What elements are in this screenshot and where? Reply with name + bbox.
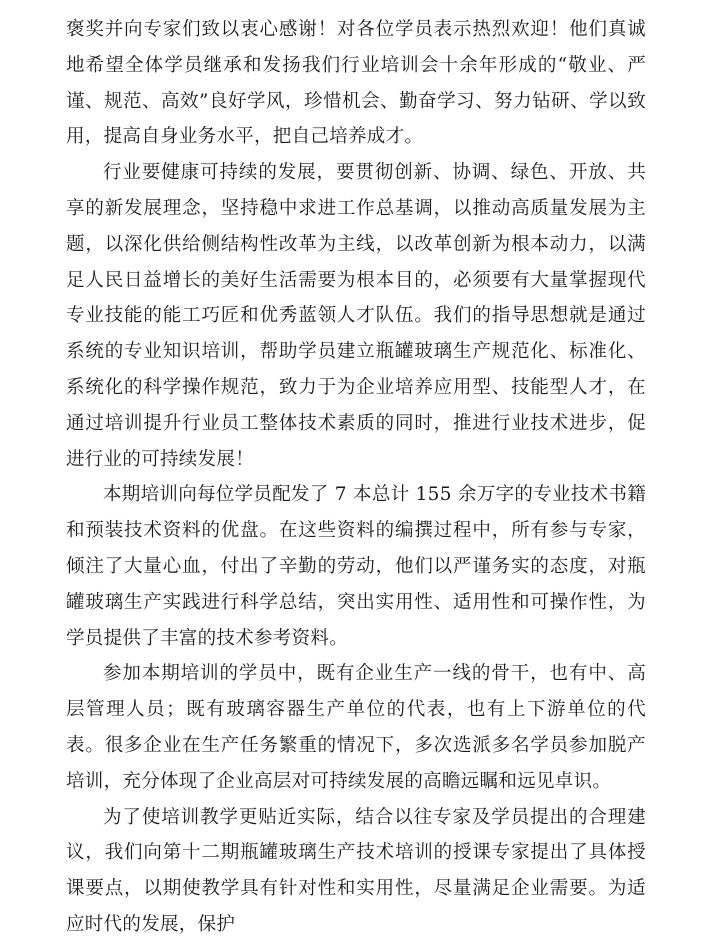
- paragraph-materials: 本期培训向每位学员配发了 7 本总计 155 余万字的专业技术书籍和预装技术资料的优盘。在这些资料的编撰过程中，所有参与专家，倾注了大量心血，付出了辛勤的劳动，他们以严谨务实的态度，对瓶罐玻璃生产实践进行科学总结，突出实用性、适用性和可操作性，为学员提供了丰富的技术参考资料。: [66, 484, 647, 649]
- paragraph-continued: 褒奖并向专家们致以衷心感谢！对各位学员表示热烈欢迎！他们真诚地希望全体学员继承和发扬我们行业培训会十余年形成的“敬业、严谨、规范、高效”良好学风，珍惜机会、勤奋学习、努力钻研、学以致用，提高自身业务水平，把自己培养成才。: [66, 19, 646, 148]
- paragraph-development: 行业要健康可持续的发展，要贯彻创新、协调、绿色、开放、共享的新发展理念，坚持稳中求进工作总基调，以推动高质量发展为主题，以深化供给侧结构性改革为主线，以改革创新为根本动力，以满足人民日益增长的美好生活需要为根本目的，必须要有大量掌握现代专业技能的能工巧匠和优秀蓝领人才队伍。我们的指导思想就是通过系统的专业知识培训，帮助学员建立瓶罐玻璃生产规范化、标准化、系统化的科学操作规范，致力于为企业培养应用型、技能型人才，在通过培训提升行业员工整体技术素质的同时，推进行业技术进步，促进行业的可持续发展！: [66, 162, 646, 470]
- paragraph-teaching: 为了使培训教学更贴近实际，结合以往专家及学员提出的合理建议，我们向第十二期瓶罐玻璃生产技术培训的授课专家提出了具体授课要点，以期使教学具有针对性和实用性，尽量满足企业需要。为适应时代的发展，保护: [66, 806, 646, 935]
- document-page: [66, 12, 646, 943]
- paragraph-participants: 参加本期培训的学员中，既有企业生产一线的骨干，也有中、高层管理人员；既有玻璃容器生产单位的代表，也有上下游单位的代表。很多企业在生产任务繁重的情况下，多次选派多名学员参加脱产培训，充分体现了企业高层对可持续发展的高瞻远瞩和远见卓识。: [66, 663, 646, 792]
